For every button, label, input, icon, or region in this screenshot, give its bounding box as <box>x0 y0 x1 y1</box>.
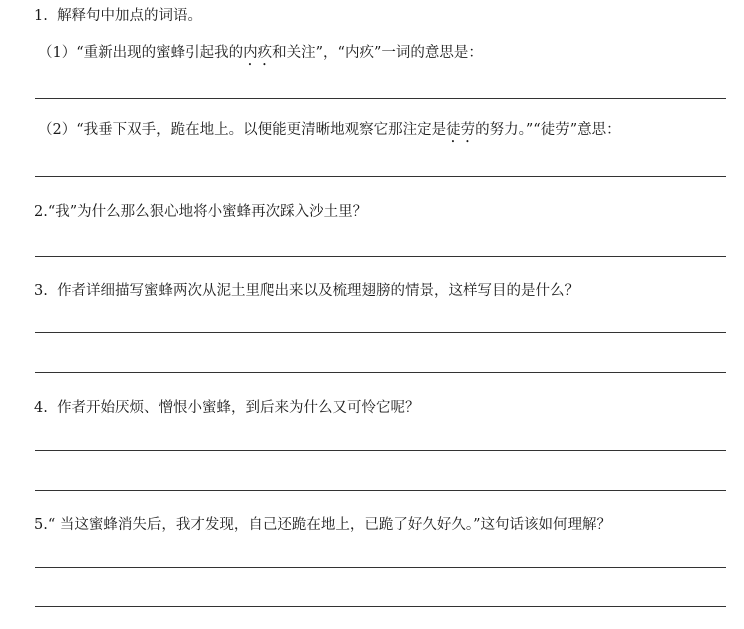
answer-line[interactable] <box>35 98 726 99</box>
answer-line[interactable] <box>35 332 726 333</box>
question-2-text: “我”为什么那么狠心地将小蜜蜂再次踩入沙土里？ <box>47 204 368 220</box>
question-1 <box>34 6 202 26</box>
part-1-marked-word: 内疚 <box>243 45 273 61</box>
question-2-number: 2. <box>34 204 48 220</box>
answer-line[interactable] <box>35 372 726 373</box>
answer-line[interactable] <box>35 256 726 257</box>
question-4-number: 4. <box>34 400 48 416</box>
answer-line[interactable] <box>35 606 726 607</box>
question-5-number: 5. <box>34 517 48 533</box>
part-2-marked-word: 徒劳 <box>446 122 476 138</box>
question-5-text: “ 当这蜜蜂消失后，我才发现，自己还跪在地上，已跪了好久好久。”这句话该如何理解？ <box>47 517 612 533</box>
answer-line[interactable] <box>35 176 726 177</box>
answer-line[interactable] <box>35 490 726 491</box>
answer-line[interactable] <box>35 567 726 568</box>
question-4-text: 作者开始厌烦、憎恨小蜜蜂，到后来为什么又可怜它呢？ <box>57 400 420 416</box>
part-2-suffix: 的努力。”“徒劳”意思： <box>475 122 621 138</box>
question-1-text: 解释句中加点的词语。 <box>57 8 203 24</box>
question-3 <box>34 281 579 301</box>
question-1-number: 1. <box>34 8 48 24</box>
question-1-part-1 <box>38 43 483 69</box>
question-3-number: 3. <box>34 283 48 299</box>
part-1-prefix: （1）“重新出现的蜜蜂引起我的 <box>38 45 244 61</box>
question-5 <box>34 515 611 535</box>
part-1-suffix: 和关注”，“内疚”一词的意思是： <box>272 45 483 61</box>
part-2-prefix: （2）“我垂下双手，跪在地上。以便能更清晰地观察它那注定是 <box>38 122 447 138</box>
question-4 <box>34 398 420 418</box>
question-3-text: 作者详细描写蜜蜂两次从泥土里爬出来以及梳理翅膀的情景，这样写目的是什么？ <box>57 283 580 299</box>
question-2 <box>34 202 367 222</box>
question-1-part-2 <box>38 120 621 146</box>
answer-line[interactable] <box>35 450 726 451</box>
